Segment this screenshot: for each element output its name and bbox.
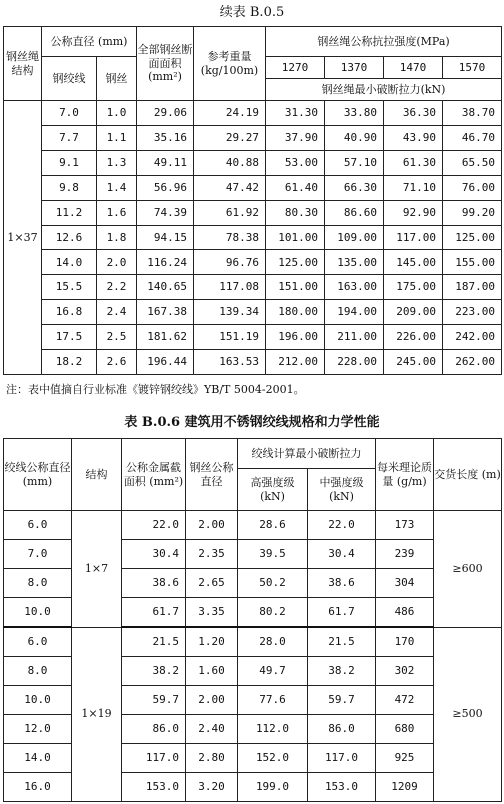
table-cell: 38.2 xyxy=(308,657,376,686)
table-cell: 223.00 xyxy=(443,300,502,325)
header-strand: 钢绞线 xyxy=(42,57,97,101)
table-row xyxy=(4,325,502,350)
table-cell: 40.90 xyxy=(325,125,384,150)
table-cell: 125.00 xyxy=(443,225,502,250)
table-cell: 99.20 xyxy=(443,200,502,225)
table-cell: 1209 xyxy=(376,772,434,801)
table-cell: 61.40 xyxy=(266,175,325,200)
table-cell: 38.6 xyxy=(122,568,186,597)
table-cell: 242.00 xyxy=(443,325,502,350)
table-cell: 125.00 xyxy=(266,250,325,275)
table-cell: 117.0 xyxy=(308,744,376,773)
table1-caption: 续表 B.0.5 xyxy=(219,5,285,20)
table-cell: 170 xyxy=(376,627,434,657)
table-cell: 61.7 xyxy=(122,597,186,627)
table-cell: 78.38 xyxy=(194,225,266,250)
table-cell: 2.35 xyxy=(186,539,238,568)
table-cell: 1.4 xyxy=(97,175,137,200)
table-cell: 30.4 xyxy=(122,539,186,568)
table-cell: 36.30 xyxy=(384,101,443,126)
grade-1470: 1470 xyxy=(384,57,443,79)
table-cell: 2.40 xyxy=(186,715,238,744)
header-ref-weight: 参考重量 (kg/100m) xyxy=(194,27,266,101)
table-cell: 199.0 xyxy=(238,772,308,801)
table-cell: 135.00 xyxy=(325,250,384,275)
table-cell: 187.00 xyxy=(443,275,502,300)
grade-1570: 1570 xyxy=(443,57,502,79)
table-cell: 29.27 xyxy=(194,125,266,150)
table-cell: 262.00 xyxy=(443,350,502,375)
table-cell: 226.00 xyxy=(384,325,443,350)
table-cell: 24.19 xyxy=(194,101,266,126)
table-cell: 8.0 xyxy=(4,568,72,597)
table-cell: 1.0 xyxy=(97,101,137,126)
table-cell: 1.6 xyxy=(97,200,137,225)
table-cell: 53.00 xyxy=(266,150,325,175)
table-cell: 66.30 xyxy=(325,175,384,200)
table-cell: 151.00 xyxy=(266,275,325,300)
table-cell: 35.16 xyxy=(137,125,194,150)
table-cell: 2.80 xyxy=(186,744,238,773)
table-cell: 31.30 xyxy=(266,101,325,126)
table1-note: 注：表中值摘自行业标准《镀锌钢绞线》YB/T 5004-2001。 xyxy=(6,383,305,396)
table-cell: 6.0 xyxy=(4,511,72,540)
table-cell: 76.00 xyxy=(443,175,502,200)
table-cell: 1.3 xyxy=(97,150,137,175)
table-cell: 155.00 xyxy=(443,250,502,275)
header-t2-high: 高强度级 (kN) xyxy=(238,469,308,511)
table-row xyxy=(4,511,502,540)
table-cell: 175.00 xyxy=(384,275,443,300)
table-cell: 180.00 xyxy=(266,300,325,325)
table-cell: 28.6 xyxy=(238,511,308,540)
table-row xyxy=(4,250,502,275)
table-cell: 1.8 xyxy=(97,225,137,250)
table-cell: 30.4 xyxy=(308,539,376,568)
table-cell: 14.0 xyxy=(42,250,97,275)
table-cell: 46.70 xyxy=(443,125,502,150)
header-t2-delivery: 交货长度 (m) xyxy=(434,439,502,511)
table-cell: 16.8 xyxy=(42,300,97,325)
wire-rope-table xyxy=(3,26,502,375)
table-cell: 117.00 xyxy=(384,225,443,250)
table-cell: 153.0 xyxy=(308,772,376,801)
table-row xyxy=(4,125,502,150)
table-cell: 2.00 xyxy=(186,686,238,715)
table-cell: 486 xyxy=(376,597,434,627)
table-cell: 14.0 xyxy=(4,744,72,773)
table-cell: 10.0 xyxy=(4,686,72,715)
header-min-breaking: 钢丝绳最小破断拉力(kN) xyxy=(266,79,502,101)
table-cell: 302 xyxy=(376,657,434,686)
table-cell: 163.00 xyxy=(325,275,384,300)
table-cell: 2.4 xyxy=(97,300,137,325)
table-cell: 12.6 xyxy=(42,225,97,250)
table-cell: 38.2 xyxy=(122,657,186,686)
table-row xyxy=(4,300,502,325)
table-cell: 65.50 xyxy=(443,150,502,175)
table-cell: 8.0 xyxy=(4,657,72,686)
header-t2-mid: 中强度级 (kN) xyxy=(308,469,376,511)
grade-1370: 1370 xyxy=(325,57,384,79)
table-cell: 196.44 xyxy=(137,350,194,375)
table-cell: 22.0 xyxy=(122,511,186,540)
table-cell: 38.6 xyxy=(308,568,376,597)
table-cell: 304 xyxy=(376,568,434,597)
table-cell: 16.0 xyxy=(4,772,72,801)
table-cell: 61.7 xyxy=(308,597,376,627)
table-row xyxy=(4,225,502,250)
table-row xyxy=(4,150,502,175)
table-cell: 59.7 xyxy=(122,686,186,715)
table-row xyxy=(4,175,502,200)
table-cell: 39.5 xyxy=(238,539,308,568)
table-cell: 61.30 xyxy=(384,150,443,175)
table-row xyxy=(4,275,502,300)
table-cell: 2.0 xyxy=(97,250,137,275)
table-cell: 74.39 xyxy=(137,200,194,225)
structure-cell: 1×19 xyxy=(72,627,122,801)
table-cell: 11.2 xyxy=(42,200,97,225)
table-cell: 9.1 xyxy=(42,150,97,175)
table-cell: 80.30 xyxy=(266,200,325,225)
table-cell: 181.62 xyxy=(137,325,194,350)
table-cell: 117.0 xyxy=(122,744,186,773)
table-cell: 15.5 xyxy=(42,275,97,300)
table-cell: 77.6 xyxy=(238,686,308,715)
delivery-cell: ≥500 xyxy=(434,627,502,801)
table-cell: 28.0 xyxy=(238,627,308,657)
table-cell: 3.35 xyxy=(186,597,238,627)
table-cell: 116.24 xyxy=(137,250,194,275)
table-cell: 94.15 xyxy=(137,225,194,250)
table-row xyxy=(4,200,502,225)
table-cell: 7.7 xyxy=(42,125,97,150)
table-cell: 163.53 xyxy=(194,350,266,375)
table-cell: 239 xyxy=(376,539,434,568)
table-cell: 680 xyxy=(376,715,434,744)
table-cell: 49.7 xyxy=(238,657,308,686)
table-cell: 22.0 xyxy=(308,511,376,540)
table-cell: 173 xyxy=(376,511,434,540)
table-cell: 1.60 xyxy=(186,657,238,686)
table-cell: 59.7 xyxy=(308,686,376,715)
table-cell: 209.00 xyxy=(384,300,443,325)
table-cell: 92.90 xyxy=(384,200,443,225)
table-cell: 49.11 xyxy=(137,150,194,175)
table-cell: 37.90 xyxy=(266,125,325,150)
header-t2-structure: 结构 xyxy=(72,439,122,511)
table-cell: 2.5 xyxy=(97,325,137,350)
table-cell: 3.20 xyxy=(186,772,238,801)
table-cell: 101.00 xyxy=(266,225,325,250)
table-cell: 472 xyxy=(376,686,434,715)
table-cell: 9.8 xyxy=(42,175,97,200)
table-cell: 47.42 xyxy=(194,175,266,200)
delivery-cell: ≥600 xyxy=(434,511,502,628)
table-cell: 2.2 xyxy=(97,275,137,300)
table-cell: 80.2 xyxy=(238,597,308,627)
header-t2-min-breaking: 绞线计算最小破断拉力 xyxy=(238,439,376,469)
header-tensile-strength: 钢丝绳公称抗拉强度(MPa) xyxy=(266,27,502,57)
table-cell: 140.65 xyxy=(137,275,194,300)
table-cell: 61.92 xyxy=(194,200,266,225)
header-wire: 钢丝 xyxy=(97,57,137,101)
table-cell: 21.5 xyxy=(308,627,376,657)
table-cell: 43.90 xyxy=(384,125,443,150)
table-cell: 228.00 xyxy=(325,350,384,375)
table-cell: 21.5 xyxy=(122,627,186,657)
header-t2-unit-mass: 每米理论质量 (g/m) xyxy=(376,439,434,511)
table-cell: 86.60 xyxy=(325,200,384,225)
table-cell: 33.80 xyxy=(325,101,384,126)
stainless-strand-table xyxy=(3,438,502,802)
header-nominal-diameter: 公称直径 (mm) xyxy=(42,27,137,57)
table-cell: 7.0 xyxy=(42,101,97,126)
table-cell: 6.0 xyxy=(4,627,72,657)
table-cell: 139.34 xyxy=(194,300,266,325)
header-t2-area: 公称金属截面积 (mm²) xyxy=(122,439,186,511)
table-cell: 2.65 xyxy=(186,568,238,597)
table-cell: 109.00 xyxy=(325,225,384,250)
header-t2-diameter: 绞线公称直径 (mm) xyxy=(4,439,72,511)
table-cell: 245.00 xyxy=(384,350,443,375)
table-cell: 38.70 xyxy=(443,101,502,126)
table-cell: 2.6 xyxy=(97,350,137,375)
table-cell: 167.38 xyxy=(137,300,194,325)
structure-cell: 1×37 xyxy=(4,101,42,375)
table-cell: 7.0 xyxy=(4,539,72,568)
table-cell: 1.1 xyxy=(97,125,137,150)
table-cell: 10.0 xyxy=(4,597,72,627)
table-cell: 925 xyxy=(376,744,434,773)
table-row xyxy=(4,101,502,126)
table-row xyxy=(4,627,502,657)
table-cell: 56.96 xyxy=(137,175,194,200)
table-cell: 2.00 xyxy=(186,511,238,540)
table-cell: 50.2 xyxy=(238,568,308,597)
table-cell: 57.10 xyxy=(325,150,384,175)
table-cell: 86.0 xyxy=(122,715,186,744)
table-cell: 196.00 xyxy=(266,325,325,350)
table-cell: 86.0 xyxy=(308,715,376,744)
header-structure: 钢丝绳结构 xyxy=(4,27,42,101)
table-cell: 17.5 xyxy=(42,325,97,350)
header-t2-wire: 钢丝公称直径 xyxy=(186,439,238,511)
table-cell: 145.00 xyxy=(384,250,443,275)
table2-caption: 表 B.0.6 建筑用不锈钢绞线规格和力学性能 xyxy=(124,415,380,430)
table-cell: 18.2 xyxy=(42,350,97,375)
table-cell: 212.00 xyxy=(266,350,325,375)
table-cell: 211.00 xyxy=(325,325,384,350)
structure-cell: 1×7 xyxy=(72,511,122,628)
table-cell: 194.00 xyxy=(325,300,384,325)
table-cell: 152.0 xyxy=(238,744,308,773)
table-cell: 12.0 xyxy=(4,715,72,744)
header-total-area: 全部钢丝断面面积 (mm²) xyxy=(137,27,194,101)
table-cell: 1.20 xyxy=(186,627,238,657)
table-cell: 96.76 xyxy=(194,250,266,275)
table-cell: 153.0 xyxy=(122,772,186,801)
table-cell: 40.88 xyxy=(194,150,266,175)
table-cell: 29.06 xyxy=(137,101,194,126)
table-cell: 117.08 xyxy=(194,275,266,300)
table-row xyxy=(4,350,502,375)
table-cell: 71.10 xyxy=(384,175,443,200)
table-cell: 151.19 xyxy=(194,325,266,350)
table-cell: 112.0 xyxy=(238,715,308,744)
grade-1270: 1270 xyxy=(266,57,325,79)
